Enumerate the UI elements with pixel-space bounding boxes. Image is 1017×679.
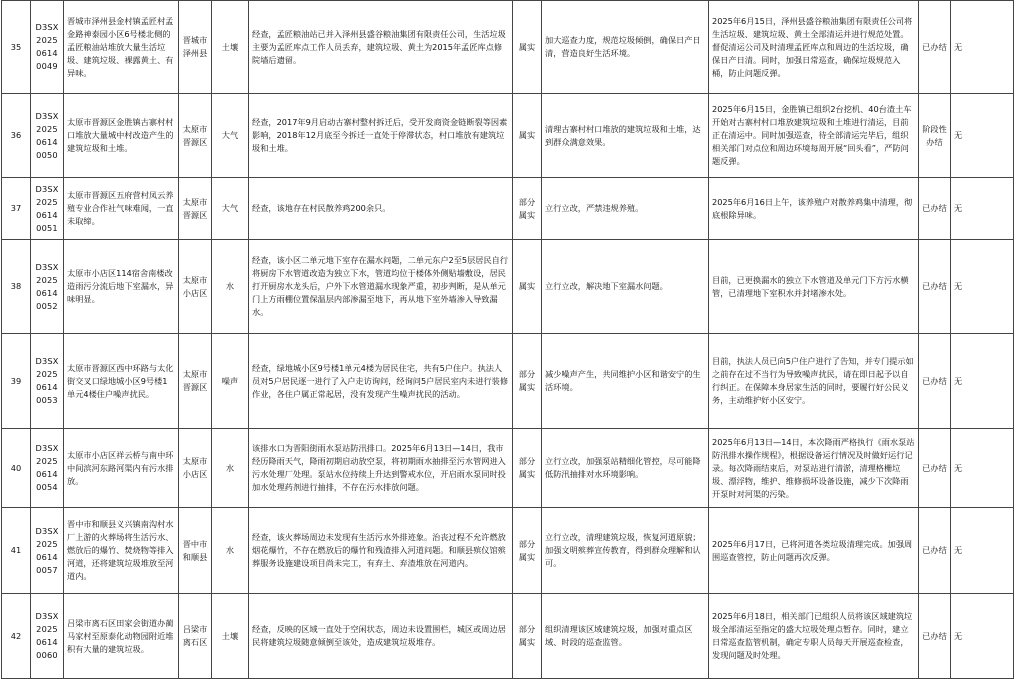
rectification-measures: 组织清理该区域建筑垃圾，加强对重点区域、时段的巡查监管。 [542, 594, 709, 679]
verdict: 部分属实 [513, 508, 542, 594]
rectification-progress: 2025年6月15日，金胜镇已组织2台挖机、40台渣土车开始对古寨村村口堆放建筑垃圾和土堆进行清运，目前正在清运中。同时加强巡查，待全部清运完毕后，组织相关部门对点位和周边环境每周开展“回头看”，严防问题反弹。 [709, 94, 919, 178]
rectification-progress: 2025年6月15日，泽州县盛谷粮油集团有限责任公司将生活垃圾、建筑垃圾、黄土全部清运并进行规范处置。督促清运公司及时清理孟匠库点和周边的生活垃圾，确保日产日清。同时，加强日常巡查，确保垃圾规范入桶，防止问题反弹。 [709, 1, 919, 94]
row-index: 39 [2, 334, 31, 429]
pollution-type: 噪声 [212, 334, 249, 429]
case-table [1, 0, 1014, 679]
rectification-progress: 2025年6月18日，相关部门已组织人员将该区域建筑垃圾全部清运至指定的盛大垃圾处理点暂存。同时，建立日常巡查监管机制，确定专职人员每天开展巡查检查，发现问题及时处理。 [709, 594, 919, 679]
table-row [2, 594, 1014, 679]
row-index: 41 [2, 508, 31, 594]
rectification-measures: 立行立改，清理建筑垃圾，恢复河道原貌；加强文明殡葬宣传教育，得到群众理解和认可。 [542, 508, 709, 594]
table-row [2, 240, 1014, 334]
problem-description: 晋城市泽州县金村镇孟匠村孟金路神泰园小区6号楼北侧的孟匠粮油站堆放大量生活垃圾、建筑垃圾、裸露黄土、有异味。 [64, 1, 179, 94]
investigation-finding: 经查，反映的区域一直处于空闲状态，周边未设置围栏，城区或周边居民将建筑垃圾随意倾倒至该处，造成建筑垃圾堆存。 [249, 594, 513, 679]
case-code: D3SX202506140053 [31, 334, 64, 429]
case-status: 已办结 [919, 240, 951, 334]
rectification-progress: 目前，执法人员已向5户住户进行了告知，并专门提示如之前存在过不当行为导致噪声扰民，请在即日起予以自行纠正。在保障本身居家生活的同时，要履行好公民义务，主动维护好小区安宁。 [709, 334, 919, 429]
verdict: 部分属实 [513, 594, 542, 679]
pollution-type: 大气 [212, 178, 249, 240]
case-status: 已办结 [919, 508, 951, 594]
case-code: D3SX202506140054 [31, 429, 64, 508]
rectification-measures: 加大巡查力度，规范垃圾倾倒，确保日产日清，营造良好生活环境。 [542, 1, 709, 94]
row-index: 42 [2, 594, 31, 679]
rectification-progress: 2025年6月13日—14日，本次降雨严格执行《雨水泵站防汛排水操作规程》，根据设备运行情况及时做好运行记录。每次降雨结束后，对泵站进行清淤，清理格栅垃圾、漂浮物，维护、维修损坏设备设施，减少下次降雨开泵时对河渠的污染。 [709, 429, 919, 508]
table-row [2, 429, 1014, 508]
investigation-finding: 经查，孟匠粮油站已并入泽州县盛谷粮油集团有限责任公司，生活垃圾主要为孟匠库点工作人员丢弃，建筑垃圾、黄土为2015年孟匠库点修院墙后遗留。 [249, 1, 513, 94]
administrative-area: 晋中市和顺县 [179, 508, 212, 594]
verdict: 部分属实 [513, 429, 542, 508]
row-index: 40 [2, 429, 31, 508]
case-status: 已办结 [919, 429, 951, 508]
pollution-type: 土壤 [212, 1, 249, 94]
rectification-measures: 立行立改，加强泵站精细化管控，尽可能降低防汛抽排对水环境影响。 [542, 429, 709, 508]
accountability: 无 [951, 429, 1014, 508]
verdict: 属实 [513, 1, 542, 94]
row-index: 38 [2, 240, 31, 334]
table-row [2, 178, 1014, 240]
accountability: 无 [951, 508, 1014, 594]
problem-description: 太原市晋源区西中环路与太化街交叉口绿地城小区9号楼1单元4楼住户噪声扰民。 [64, 334, 179, 429]
case-code: D3SX202506140049 [31, 1, 64, 94]
administrative-area: 太原市小店区 [179, 429, 212, 508]
accountability: 无 [951, 1, 1014, 94]
case-code: D3SX202506140060 [31, 594, 64, 679]
investigation-finding: 经查，该火葬场周边未发现有生活污水外排迹象。治丧过程不允许燃放烟花爆竹，不存在燃放后的爆竹和残渣排入河道问题。和顺县殡仪馆殡葬服务设施建设项目尚未完工，有弃土、弃渣堆放在河道内。 [249, 508, 513, 594]
table-row [2, 334, 1014, 429]
rectification-progress: 2025年6月17日，已将河道各类垃圾清理完成。加强周围巡查管控，防止问题再次反弹。 [709, 508, 919, 594]
row-index: 36 [2, 94, 31, 178]
table-row [2, 508, 1014, 594]
rectification-measures: 立行立改，解决地下室漏水问题。 [542, 240, 709, 334]
verdict: 部分属实 [513, 178, 542, 240]
accountability: 无 [951, 240, 1014, 334]
pollution-type: 土壤 [212, 594, 249, 679]
investigation-finding: 该排水口为晋阳街雨水泵站防汛排口。2025年6月13日—14日，我市经历降雨天气，降雨初期启动放空泵，将初期雨水抽排至污水管网进入污水处理厂处理。泵站水位持续上升达到警戒水位，开启雨水泵同时投加水处理药剂进行抽排，不存在污水排放问题。 [249, 429, 513, 508]
administrative-area: 吕梁市离石区 [179, 594, 212, 679]
problem-description: 太原市小店区114宿舍南楼改造雨污分流后地下室漏水，异味明显。 [64, 240, 179, 334]
problem-description: 太原市晋源区金胜镇古寨村村口堆放大量城中村改造产生的建筑垃圾和土堆。 [64, 94, 179, 178]
problem-description: 吕梁市离石区田家会街道办蔺马家村至原泰化动物园附近堆积有大量的建筑垃圾。 [64, 594, 179, 679]
case-code: D3SX202506140052 [31, 240, 64, 334]
pollution-type: 大气 [212, 94, 249, 178]
pollution-type: 水 [212, 508, 249, 594]
row-index: 37 [2, 178, 31, 240]
administrative-area: 太原市晋源区 [179, 334, 212, 429]
accountability: 无 [951, 334, 1014, 429]
row-index: 35 [2, 1, 31, 94]
rectification-progress: 目前，已更换漏水的独立下水管道及单元门下方污水横管，已清理地下室积水并封堵渗水处。 [709, 240, 919, 334]
problem-description: 晋中市和顺县义兴镇南沟村水厂上游的火葬场将生活污水、燃放后的爆竹、焚烧物等排入河道，还将建筑垃圾堆放至河道内。 [64, 508, 179, 594]
investigation-finding: 经查，该地存在村民散养鸡200余只。 [249, 178, 513, 240]
investigation-finding: 经查，绿地城小区9号楼1单元4楼为居民住宅，共有5户住户。执法人员对5户居民逐一进行了入户走访询问，经询问5户居民室内未进行装修作业，各住户属正常起居，没有发现产生噪声扰民的活动。 [249, 334, 513, 429]
verdict: 属实 [513, 94, 542, 178]
accountability: 无 [951, 594, 1014, 679]
case-status: 阶段性办结 [919, 94, 951, 178]
pollution-type: 水 [212, 240, 249, 334]
table-row [2, 1, 1014, 94]
case-status: 已办结 [919, 178, 951, 240]
case-status: 已办结 [919, 1, 951, 94]
case-status: 已办结 [919, 334, 951, 429]
administrative-area: 太原市小店区 [179, 240, 212, 334]
problem-description: 太原市晋源区五府营村凤云养殖专业合作社气味难闻，一直未取缔。 [64, 178, 179, 240]
pollution-type: 水 [212, 429, 249, 508]
accountability: 无 [951, 178, 1014, 240]
case-code: D3SX202506140050 [31, 94, 64, 178]
table-row [2, 94, 1014, 178]
investigation-finding: 经查，2017年9月启动古寨村整村拆迁后，受开发商资金链断裂等因素影响，2018年12月底至今拆迁一直处于停滞状态，村口堆放有建筑垃圾和土堆。 [249, 94, 513, 178]
rectification-progress: 2025年6月16日上午，该养殖户对散养鸡集中清理，彻底根除异味。 [709, 178, 919, 240]
accountability: 无 [951, 94, 1014, 178]
verdict: 部分属实 [513, 334, 542, 429]
case-code: D3SX202506140051 [31, 178, 64, 240]
rectification-measures: 清理古寨村村口堆放的建筑垃圾和土堆，达到群众满意效果。 [542, 94, 709, 178]
investigation-finding: 经查，该小区二单元地下室存在漏水问题，二单元东户2至5层居民自行将厨房下水管道改造为独立下水，管道均位于楼体外侧贴墙敷设，居民打开厨房水龙头后，户外下水管道漏水现象严重，初步判断，是从单元门上方雨棚位置保温层内部渗漏至地下，再从地下室外墙渗入导致漏水。 [249, 240, 513, 334]
verdict: 属实 [513, 240, 542, 334]
administrative-area: 晋城市泽州县 [179, 1, 212, 94]
table-body [2, 1, 1014, 679]
case-status: 已办结 [919, 594, 951, 679]
rectification-measures: 立行立改，严禁违规养殖。 [542, 178, 709, 240]
administrative-area: 太原市晋源区 [179, 94, 212, 178]
administrative-area: 太原市晋源区 [179, 178, 212, 240]
problem-description: 太原市小店区祥云桥与南中环中间滨河东路河渠内有污水排放。 [64, 429, 179, 508]
case-code: D3SX202506140057 [31, 508, 64, 594]
rectification-measures: 减少噪声产生，共同维护小区和谐安宁的生活环境。 [542, 334, 709, 429]
